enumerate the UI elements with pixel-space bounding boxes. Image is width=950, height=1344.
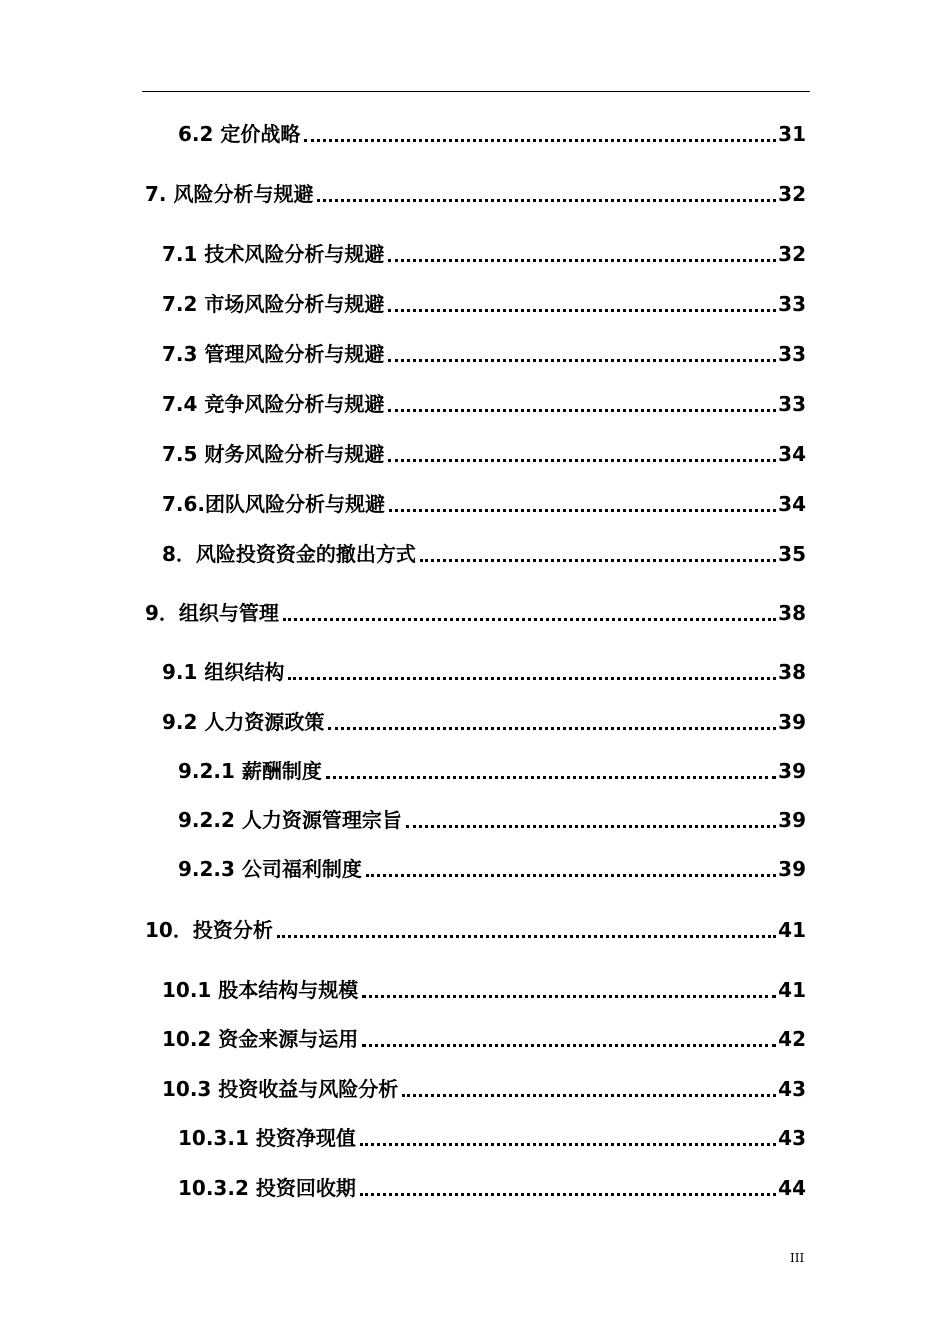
- toc-entry-title: 10.2 资金来源与运用: [162, 1027, 359, 1051]
- toc-entry-page: 39: [778, 857, 806, 881]
- toc-entry-page: 34: [778, 442, 806, 466]
- toc-entry-page: 33: [778, 392, 806, 416]
- toc-leader: [388, 359, 776, 362]
- toc-entry-page: 38: [778, 601, 806, 625]
- toc-entry[interactable]: [162, 236, 806, 266]
- toc-entry-page: 39: [778, 710, 806, 734]
- toc-entry-page: 33: [778, 342, 806, 366]
- toc-entry-page: 39: [778, 808, 806, 832]
- toc-entry-page: 35: [778, 542, 806, 566]
- toc-entry[interactable]: [162, 654, 806, 684]
- toc-entry[interactable]: [162, 1071, 806, 1101]
- toc-entry[interactable]: [178, 753, 806, 783]
- toc-entry-title: 9.2.1 薪酬制度: [178, 759, 322, 783]
- toc-entry-page: 44: [778, 1176, 806, 1200]
- toc-entry[interactable]: [162, 704, 806, 734]
- toc-entry-page: 31: [778, 122, 806, 146]
- toc-entry-page: 42: [778, 1027, 806, 1051]
- toc-entry-title: 7.6.团队风险分析与规避: [162, 492, 386, 516]
- page-number: III: [790, 1251, 805, 1265]
- toc-entry[interactable]: [162, 1021, 806, 1051]
- toc-leader: [317, 199, 776, 202]
- toc-leader: [366, 874, 776, 877]
- toc-leader: [360, 1193, 776, 1196]
- toc-entry-title: 6.2 定价战略: [178, 122, 301, 146]
- toc-leader: [362, 995, 776, 998]
- toc-entry[interactable]: [162, 486, 806, 516]
- toc-entry-page: 32: [778, 242, 806, 266]
- toc-entry-title: 9.2.2 人力资源管理宗旨: [178, 808, 402, 832]
- toc-entry-title: 7.5 财务风险分析与规避: [162, 442, 385, 466]
- toc-entry-title: 7.4 竞争风险分析与规避: [162, 392, 385, 416]
- toc-entry-title: 9.2.3 公司福利制度: [178, 857, 362, 881]
- toc-entry-page: 43: [778, 1126, 806, 1150]
- toc-entry[interactable]: [162, 436, 806, 466]
- toc-entry[interactable]: [178, 1170, 806, 1200]
- toc-entry-title: 9.1 组织结构: [162, 660, 285, 684]
- toc-entry-page: 41: [778, 978, 806, 1002]
- toc-leader: [406, 825, 776, 828]
- toc-entry[interactable]: [162, 386, 806, 416]
- toc-entry-page: 34: [778, 492, 806, 516]
- toc-leader: [388, 309, 776, 312]
- toc-entry-title: 7. 风险分析与规避: [145, 182, 314, 206]
- toc-entry[interactable]: [145, 595, 806, 625]
- toc-leader: [420, 559, 776, 562]
- toc-entry-title: 10.3.1 投资净现值: [178, 1126, 356, 1150]
- toc-entry-title: 10.3.2 投资回收期: [178, 1176, 356, 1200]
- toc-leader: [360, 1143, 776, 1146]
- header-rule: [142, 91, 810, 92]
- toc-entry-title: 9．组织与管理: [145, 601, 279, 625]
- toc-leader: [362, 1044, 776, 1047]
- toc-entry[interactable]: [162, 536, 806, 566]
- toc-entry-title: 10.1 股本结构与规模: [162, 978, 359, 1002]
- toc-entry-page: 33: [778, 292, 806, 316]
- toc-leader: [326, 776, 776, 779]
- toc-leader: [304, 139, 776, 142]
- toc-entry-page: 39: [778, 759, 806, 783]
- toc-entry-page: 38: [778, 660, 806, 684]
- toc-leader: [328, 727, 776, 730]
- toc-leader: [388, 409, 776, 412]
- toc-entry[interactable]: [162, 286, 806, 316]
- toc-entry-title: 8．风险投资资金的撤出方式: [162, 542, 416, 566]
- toc-leader: [389, 509, 776, 512]
- toc-entry-title: 10.3 投资收益与风险分析: [162, 1077, 399, 1101]
- toc-entry-title: 7.1 技术风险分析与规避: [162, 242, 385, 266]
- toc-entry[interactable]: [162, 336, 806, 366]
- toc-entry[interactable]: [178, 802, 806, 832]
- toc-entry-title: 7.2 市场风险分析与规避: [162, 292, 385, 316]
- toc-entry[interactable]: [145, 176, 806, 206]
- toc-leader: [277, 935, 776, 938]
- toc-entry-page: 43: [778, 1077, 806, 1101]
- toc-leader: [288, 677, 776, 680]
- toc-entry-title: 10．投资分析: [145, 918, 273, 942]
- toc-entry-page: 32: [778, 182, 806, 206]
- toc-entry[interactable]: [178, 116, 806, 146]
- toc-leader: [402, 1094, 776, 1097]
- toc-leader: [388, 259, 776, 262]
- toc-entry[interactable]: [178, 1120, 806, 1150]
- toc-entry-title: 9.2 人力资源政策: [162, 710, 325, 734]
- toc-leader: [283, 618, 776, 621]
- toc-entry-title: 7.3 管理风险分析与规避: [162, 342, 385, 366]
- toc-entry-page: 41: [778, 918, 806, 942]
- toc-entry[interactable]: [162, 972, 806, 1002]
- toc-leader: [388, 459, 776, 462]
- toc-entry[interactable]: [178, 851, 806, 881]
- toc-entry[interactable]: [145, 912, 806, 942]
